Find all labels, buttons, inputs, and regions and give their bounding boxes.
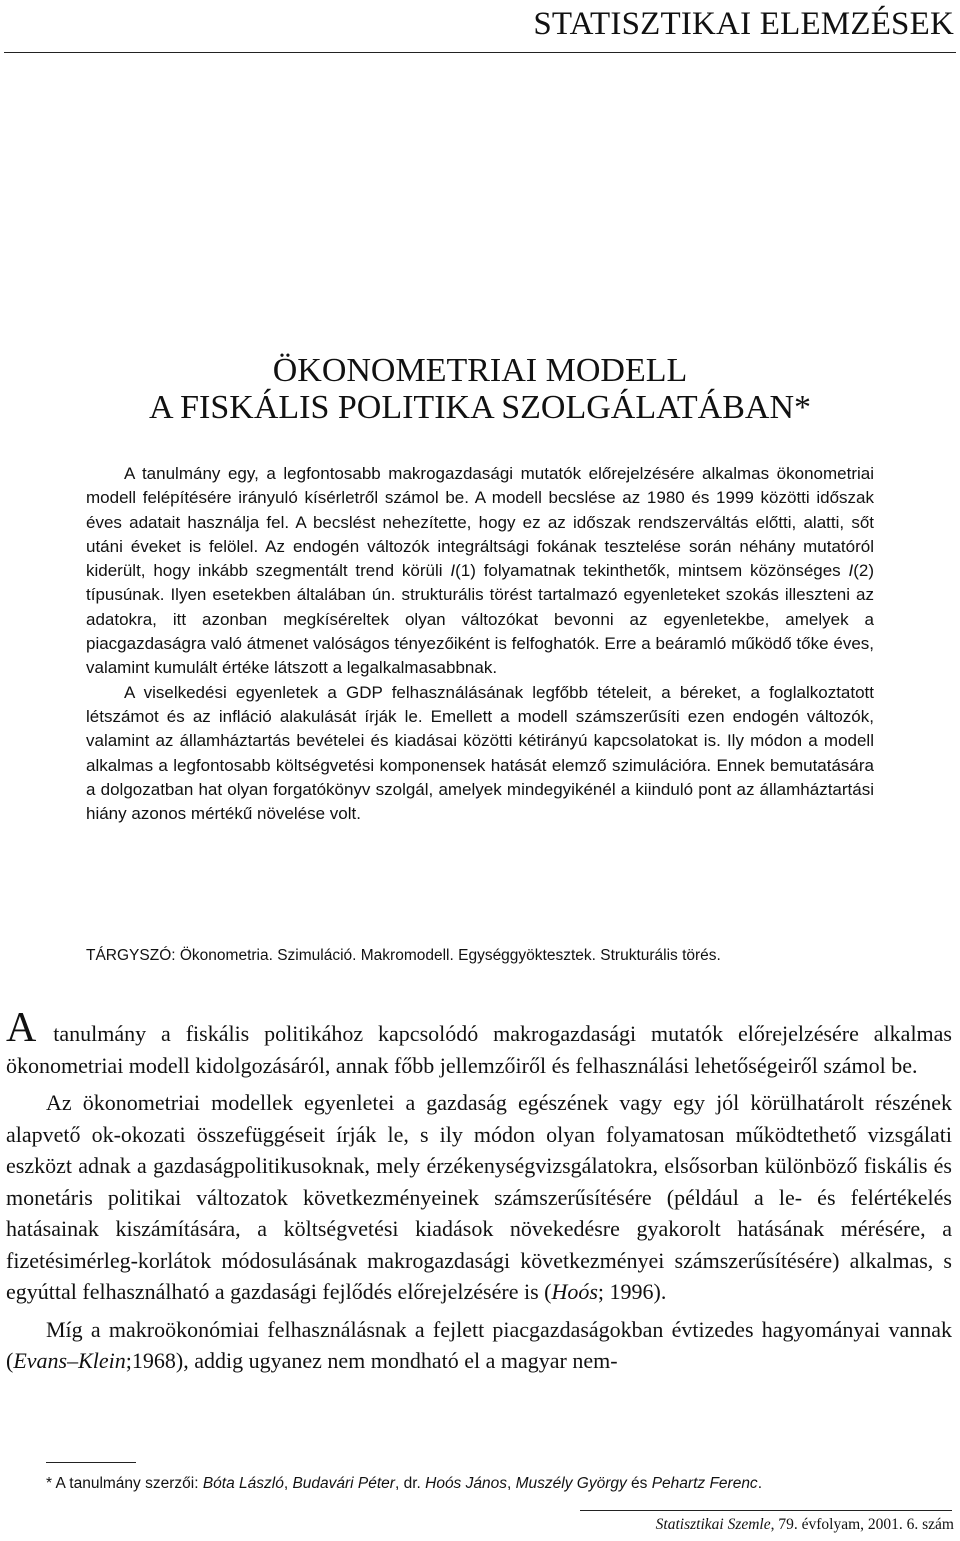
body-paragraph-3 bbox=[6, 1314, 952, 1377]
body-text: ;1968), addig ugyanez nem mondható el a magyar nem- bbox=[125, 1348, 618, 1373]
author-name: Pehartz Ferenc bbox=[651, 1475, 758, 1492]
body-text: tanulmány a fiskális politikához kapcsolódó makrogazdasági mutatók előrejelzésére alkalmas ökonometriai modell kidolgozásáról, annak főbb jellemzőiről és felhasználási lehetőségeiről számol be. bbox=[6, 1021, 952, 1078]
footnote-text: . bbox=[757, 1475, 762, 1492]
author-name: Budavári Péter bbox=[292, 1475, 395, 1492]
abstract-paragraph-2: A viselkedési egyenletek a GDP felhasználásának legfőbb tételeit, a béreket, a foglalkoztatott létszámot és az infláció alakulását írják le. Emellett a modell számszerűsíti ezen endogén változók, valamint az államháztartás bevételei és kiadásai közötti kétirányú kapcsolatokat is. Ily módon a modell alkalmas a legfontosabb költségvetési komponensek hatását elemző szimulációra. Ennek bemutatására a dolgozatban hat olyan forgatókönyv szolgál, amelyek mindegyikénél a kiinduló pont az államháztartási hiány azonos mértékű növelése volt. bbox=[86, 682, 874, 824]
footnote-rule bbox=[46, 1462, 136, 1463]
abstract-text: A tanulmány egy, a legfontosabb makrogazdasági mutatók előrejelzésére alkalmas ökonometriai modell felépítésére irányuló kísérletről számol be. A modell becslése az 1980 és 1999 közötti időszak éves adatait használja fel. A becslést nehezítette, hogy ez az időszak rendszerváltás előtti, alatti, sőt utáni éveket is felölel. Az endogén változók integráltsági fokának tesztelése során néhány mutatóról kiderült, hogy inkább szegmentált trend körüli bbox=[86, 464, 874, 581]
footnote-text: , bbox=[283, 1475, 293, 1492]
journal-source bbox=[656, 1515, 954, 1535]
body-paragraph-1 bbox=[6, 1005, 952, 1081]
section-header: STATISZTIKAI ELEMZÉSEK bbox=[533, 6, 954, 42]
keywords: TÁRGYSZÓ: Ökonometria. Szimuláció. Makromodell. Egységgyöktesztek. Strukturális törés. bbox=[86, 947, 721, 964]
journal-name: Statisztikai Szemle bbox=[655, 1516, 771, 1533]
footnote bbox=[46, 1474, 946, 1494]
abstract-text: (2) típusúnak. Ilyen esetekben általában ún. strukturális törést tartalmazó egyenleteket szokás illeszteni az adatokra, itt azonban megkíséreltek olyan változókat bevonni az egyenletekbe, amelyek a piacgazdaságra való átmenet valóságos tényezőiként is felfoghatók. Erre a beáramló működő tőke éves, valamint kumulált értéke látszott a legalkalmasabbnak. bbox=[86, 561, 875, 678]
footnote-text: , dr. bbox=[394, 1475, 426, 1492]
author-name: Bóta László bbox=[202, 1475, 284, 1492]
author-name: Hoós János bbox=[425, 1475, 507, 1492]
body-text: Az ökonometriai modellek egyenletei a gazdaság egészének vagy egy jól körülhatárolt részének alapvető ok-okozati összefüggéseit írják le, s ily módon olyan folyamatosan működtethető vizsgálati eszközt adnak a gazdaságpolitikusoknak, mely érzékenységvizsgálatokra, elsősorban különböző fiskális és monetáris politikai változatok következményeinek számszerűsítésére (például a le- és felértékelés hatásainak kiszámítására, a költségvetési kiadások növekedésre gyakorolt hatásának mérésére, a fizetésimérleg-korlátok módosulásának makrogazdasági következményei számszerűsítésére) alkalmas, s egyúttal felhasználható a gazdasági fejlődés előrejelzésére is ( bbox=[6, 1090, 952, 1304]
header-rule bbox=[4, 52, 956, 53]
drop-cap: A bbox=[6, 1005, 37, 1051]
abstract bbox=[86, 462, 874, 826]
citation: Evans–Klein bbox=[13, 1348, 126, 1373]
abstract-italic: I bbox=[450, 561, 456, 581]
abstract-italic: I bbox=[848, 561, 854, 581]
author-name: Muszély György bbox=[515, 1475, 627, 1492]
source-rule bbox=[580, 1510, 952, 1511]
journal-details: , 79. évfolyam, 2001. 6. szám bbox=[770, 1516, 954, 1533]
abstract-paragraph-1 bbox=[86, 462, 874, 681]
body-paragraph-2 bbox=[6, 1087, 952, 1308]
title-line-1: ÖKONOMETRIAI MODELL bbox=[272, 352, 688, 389]
footnote-text: , bbox=[506, 1475, 516, 1492]
abstract-text: (1) folyamatnak tekinthetők, mintsem közönséges bbox=[455, 561, 849, 581]
article-title bbox=[0, 352, 960, 426]
footnote-text: * A tanulmány szerzői: bbox=[46, 1475, 203, 1492]
citation: Hoós bbox=[551, 1279, 598, 1304]
footnote-text: és bbox=[626, 1475, 652, 1492]
body-text: ; 1996). bbox=[597, 1279, 667, 1304]
title-line-2: A FISKÁLIS POLITIKA SZOLGÁLATÁBAN* bbox=[148, 389, 812, 426]
body-text: Míg a makroökonómiai felhasználásnak a fejlett piacgazdaságokban évtizedes hagyományai vannak ( bbox=[6, 1316, 952, 1373]
article-body bbox=[6, 1005, 952, 1383]
